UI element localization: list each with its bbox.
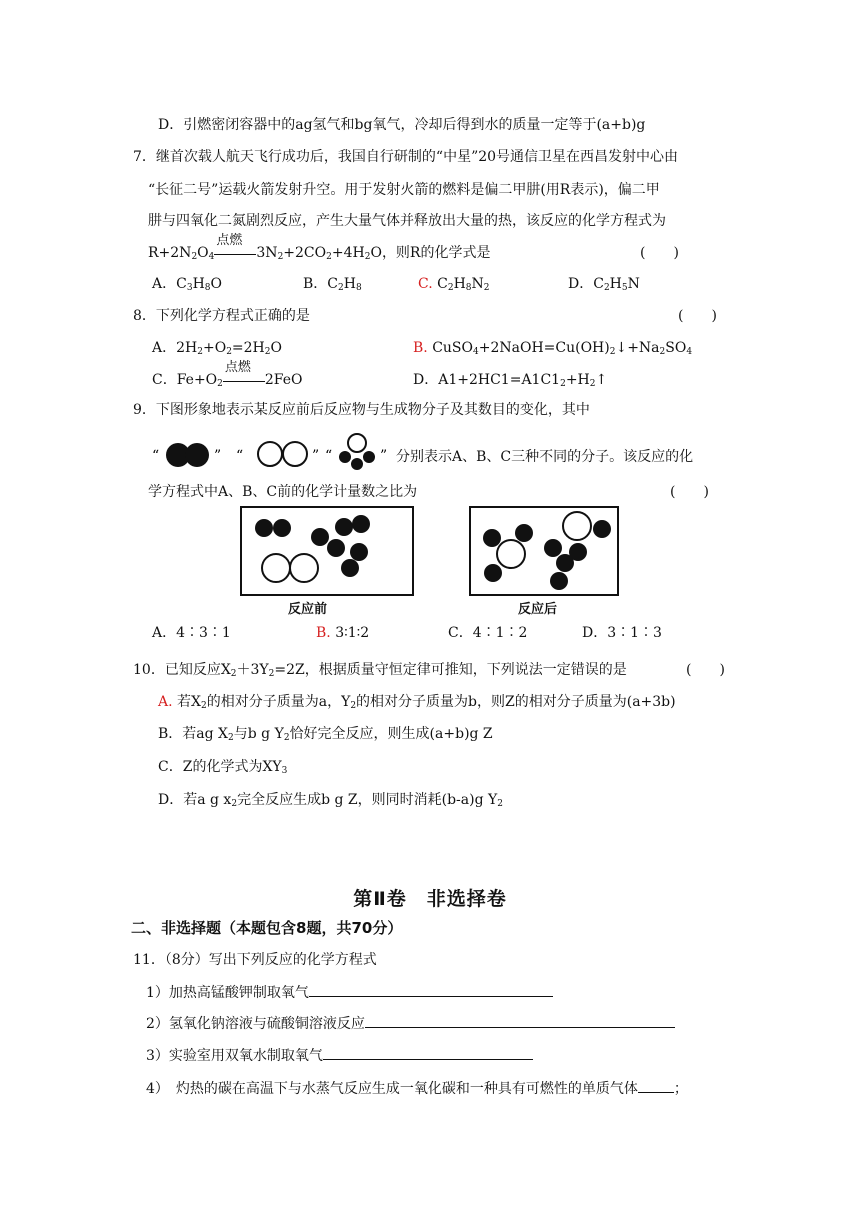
q10-option-c[interactable]: C．Z的化学式为$XY_3$ (158, 759, 288, 776)
answer-blank[interactable] (365, 1013, 675, 1028)
molecule-b-atom (283, 442, 307, 466)
molecule-c-atom (339, 451, 351, 463)
molecule-b-atom (258, 442, 282, 466)
molecule-c-atom (351, 458, 363, 470)
q7-answer-paren[interactable]: ( ) (640, 245, 679, 261)
q8-option-c[interactable]: C．$Fe+O_2$ 点燃 2FeO (152, 360, 303, 389)
q7-option-d[interactable]: D．$C_2H_5N$ (568, 276, 640, 293)
part2-subtitle: 二、非选择题（本题包含8题，共70分） (131, 919, 403, 937)
quote-mark: “ (152, 448, 160, 464)
q10-option-a[interactable]: A. 若$X_2$的相对分子质量为a，$Y_2$的相对分子质量为b，则Z的相对分子质量为(a+3b) (158, 694, 676, 711)
answer-blank[interactable] (638, 1078, 674, 1093)
reaction-condition: 点燃 (223, 372, 265, 384)
q7-option-a[interactable]: A．$C_3H_8O$ (152, 276, 222, 293)
caption-after-reaction: 反应后 (518, 602, 558, 617)
q9-option-c[interactable]: C．4∶1∶2 (448, 625, 528, 641)
quote-mark: ” (312, 448, 320, 464)
answer-blank[interactable] (309, 982, 553, 997)
q8-answer-paren[interactable]: ( ) (678, 308, 717, 324)
q10-option-b[interactable]: B．若ag $X_2$与b g $Y_2$恰好完全反应，则生成(a+b)g Z (158, 726, 493, 743)
answer-mark: A. (158, 694, 173, 710)
quote-mark: ” (214, 448, 222, 464)
q9-stem-line2: 分别表示A、B、C三种不同的分子。该反应的化 (396, 449, 694, 465)
answer-blank[interactable] (323, 1045, 533, 1060)
q11-item-2: 2）氢氧化钠溶液与硫酸铜溶液反应 (146, 1013, 675, 1034)
q11-item-1: 1）加热高锰酸钾制取氧气 (146, 982, 553, 1003)
answer-mark: C. (418, 276, 433, 292)
part2-title: 第Ⅱ卷 非选择卷 (353, 888, 507, 910)
q7-equation: $R+2N_2O_4$ 点燃 $3N_2+2CO_2+4H_2O$，则R的化学式是 (148, 233, 491, 262)
q6-option-d: D．引燃密闭容器中的ag氢气和bg氧气，冷却后得到水的质量一定等于(a+b)g (158, 117, 646, 133)
q8-stem: 8．下列化学方程式正确的是 (133, 308, 310, 324)
q9-answer-paren[interactable]: ( ) (670, 484, 709, 500)
reaction-condition: 点燃 (214, 245, 256, 257)
q10-stem: 10．已知反应$X_2+3Y_2=2Z$，根据质量守恒定律可推知，下列说法一定错误的是 (133, 662, 627, 679)
q10-option-d[interactable]: D．若a g $x_2$完全反应生成b g Z，则同时消耗(b-a)g $Y_2$ (158, 792, 503, 809)
quote-mark: “ (236, 448, 244, 464)
q8-option-b[interactable]: B. $CuSO_4+2NaOH=Cu(OH)_2↓+Na_2SO_4$ (413, 340, 693, 357)
q7-stem-line2: “长征二号”运载火箭发射升空。用于发射火箭的燃料是偏二甲肼(用R表示)，偏二甲 (148, 182, 660, 198)
q11-stem: 11．（8分）写出下列反应的化学方程式 (133, 952, 377, 968)
q8-option-d[interactable]: D．$A1+2HC1=A1C1_2+H_2↑$ (413, 372, 608, 389)
molecule-c-atom (348, 434, 366, 452)
q7-stem-line3: 肼与四氧化二氮剧烈反应，产生大量气体并释放出大量的热，该反应的化学方程式为 (148, 213, 666, 229)
q9-option-d[interactable]: D．3∶1∶3 (582, 625, 662, 641)
diagram-after-reaction (469, 506, 619, 596)
q7-option-b[interactable]: B．$C_2H_8$ (303, 276, 362, 293)
q8-option-a[interactable]: A．$2H_2+O_2=2H_2O$ (152, 340, 282, 357)
molecule-legend (150, 430, 410, 472)
q10-answer-paren[interactable]: ( ) (686, 662, 725, 678)
q7-stem-line1: 7．继首次载人航天飞行成功后，我国自行研制的“中星”20号通信卫星在西昌发射中心由 (133, 149, 679, 165)
q7-option-c[interactable]: C. $C_2H_8N_2$ (418, 276, 490, 293)
q9-stem-line1: 9．下图形象地表示某反应前后反应物与生成物分子及其数目的变化，其中 (133, 402, 590, 418)
molecule-a-atom (185, 443, 209, 467)
quote-mark: “ (325, 448, 333, 464)
molecule-c-atom (363, 451, 375, 463)
caption-before-reaction: 反应前 (288, 602, 328, 617)
q9-option-a[interactable]: A．4∶3∶1 (152, 625, 231, 641)
q9-option-b[interactable]: B. 3∶1∶2 (316, 625, 370, 641)
answer-mark: B. (413, 340, 428, 356)
diagram-before-reaction (240, 506, 414, 596)
q9-stem-line3: 学方程式中A、B、C前的化学计量数之比为 (148, 484, 418, 500)
q11-item-4: 4） 灼热的碳在高温下与水蒸气反应生成一氧化碳和一种具有可燃性的单质气体 ； (146, 1078, 688, 1099)
q11-item-3: 3）实验室用双氧水制取氧气 (146, 1045, 533, 1066)
quote-mark: ” (380, 448, 388, 464)
answer-mark: B. (316, 625, 331, 641)
